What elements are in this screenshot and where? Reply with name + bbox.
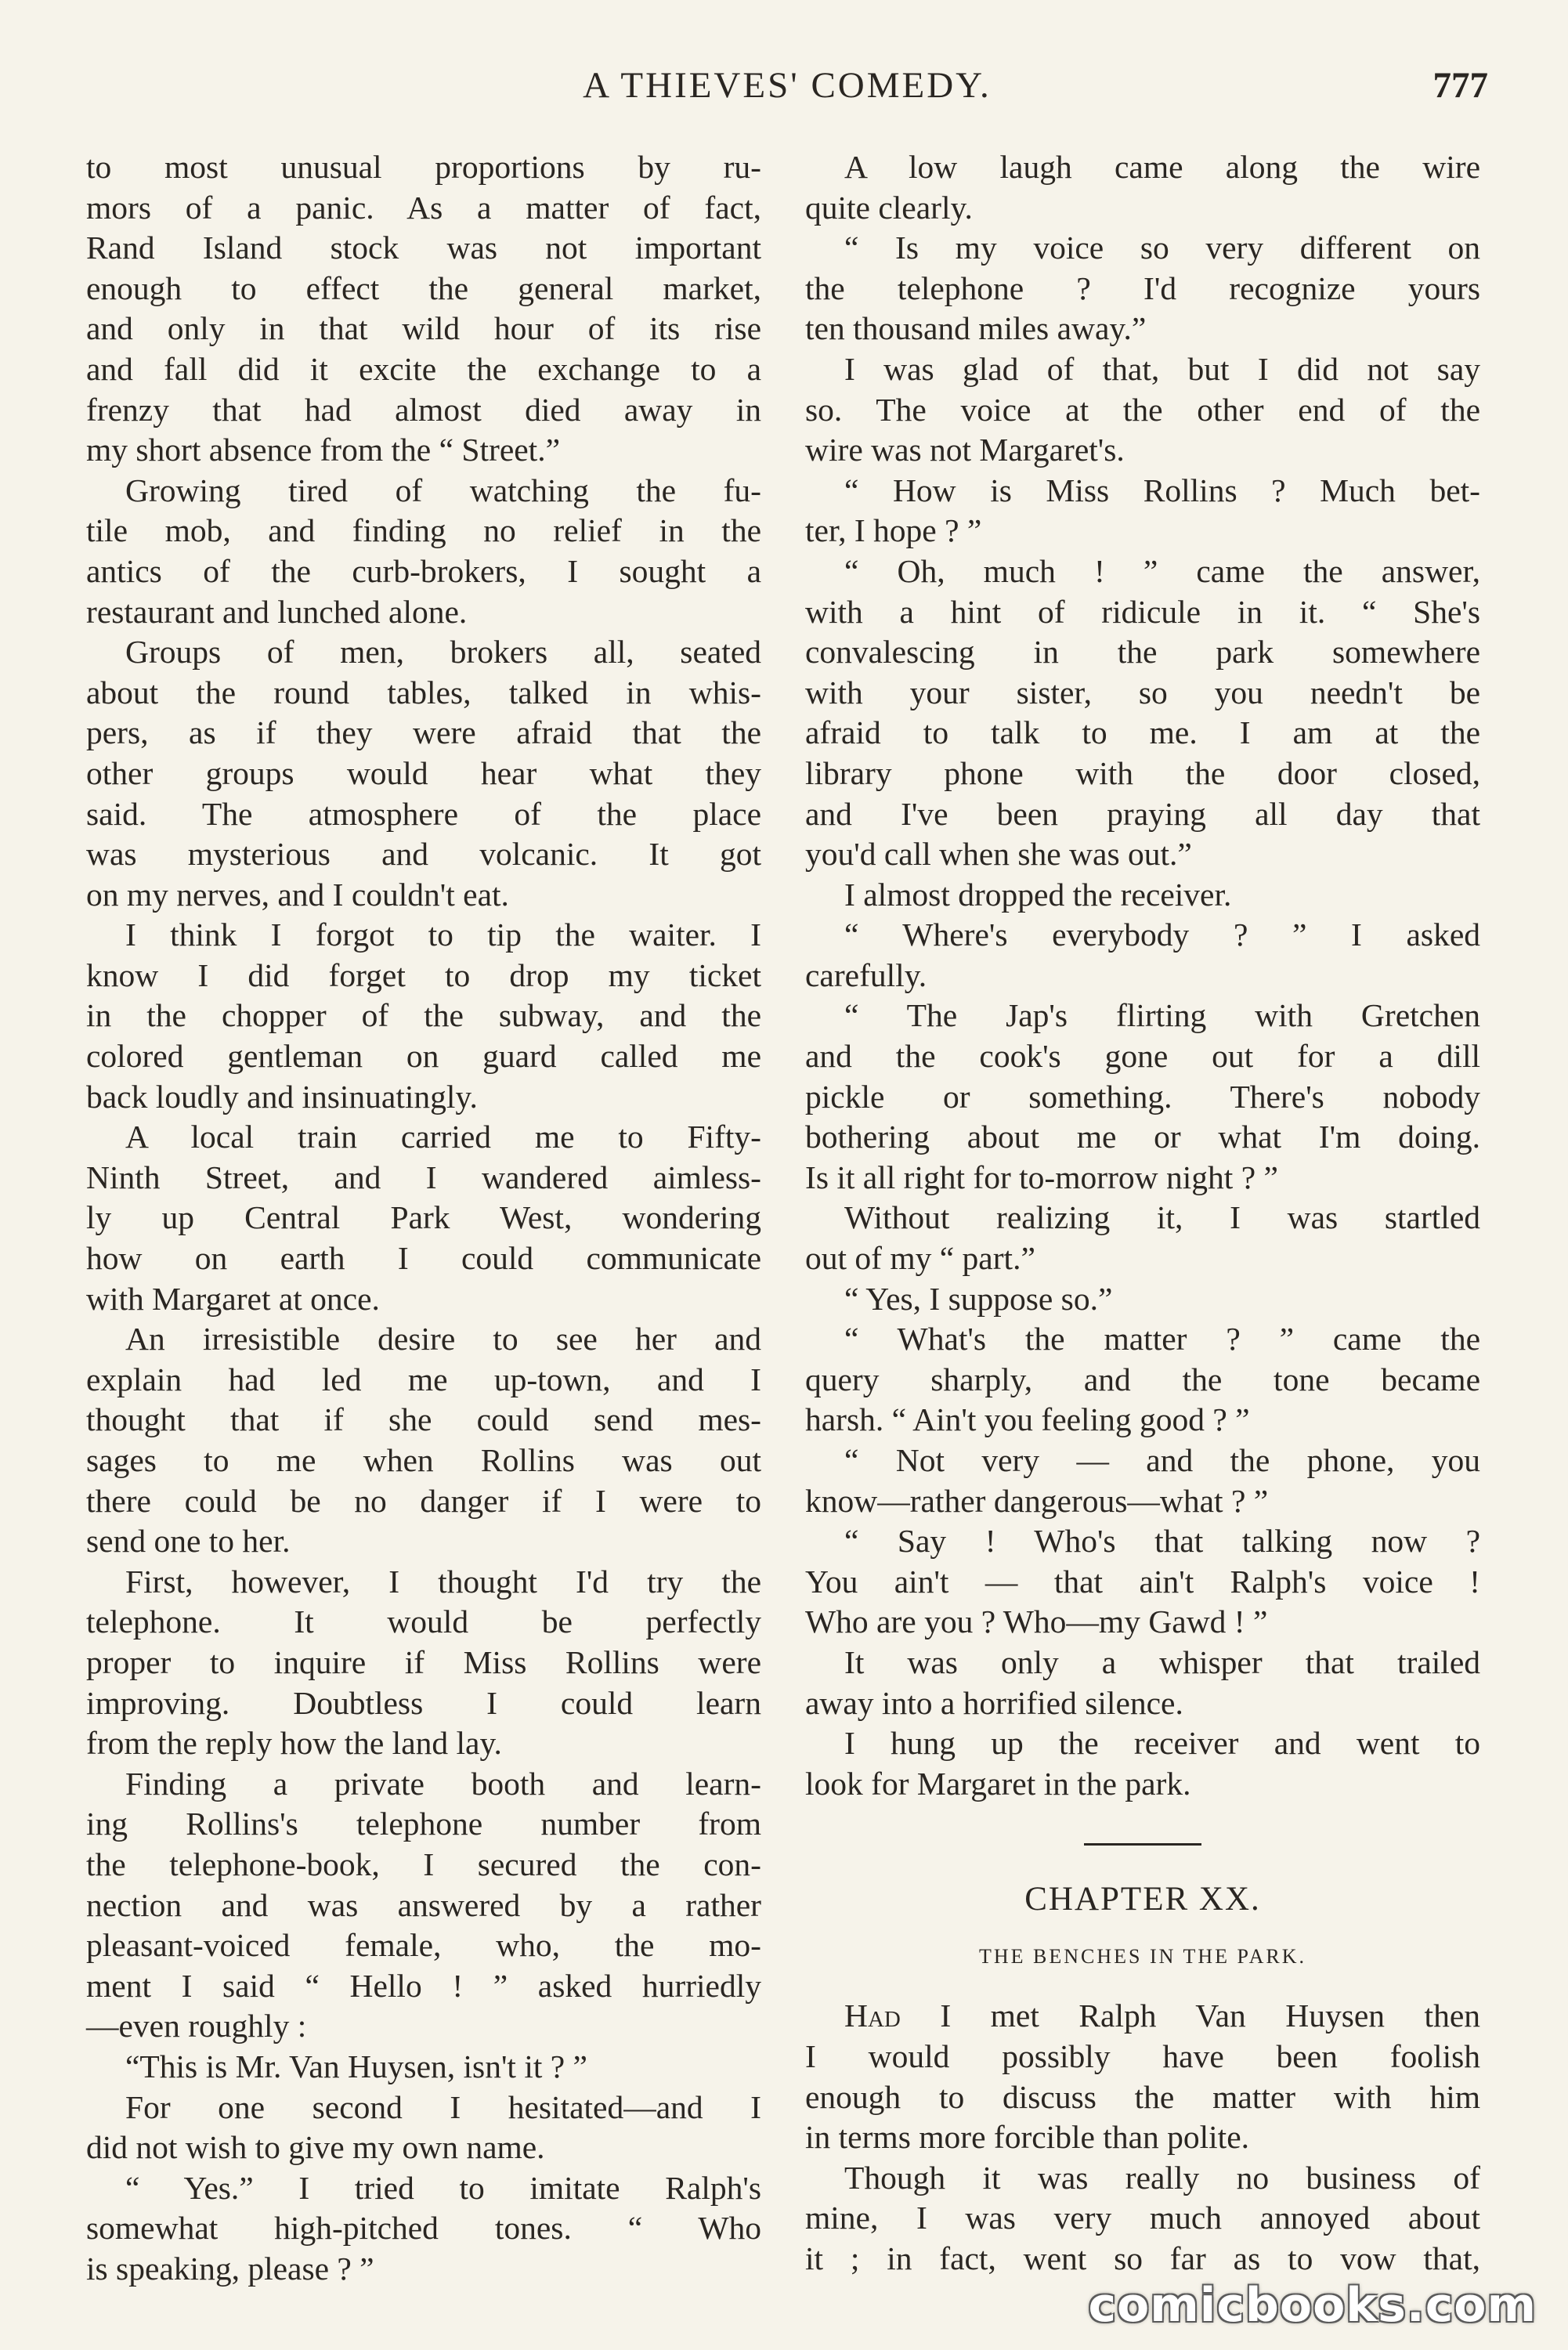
text-line: other groups would hear what they: [86, 754, 761, 791]
text-line: send one to her.: [86, 1523, 291, 1560]
text-line: colored gentleman on guard called me: [86, 1038, 761, 1075]
chapter-subtitle: THE BENCHES IN THE PARK.: [979, 1945, 1306, 1969]
text-line: First, however, I thought I'd try the: [125, 1563, 761, 1600]
text-line: Who are you ? Who—my Gawd ! ”: [805, 1603, 1268, 1640]
text-line: know—rather dangerous—what ? ”: [805, 1482, 1269, 1519]
text-line: pers, as if they were afraid that the: [86, 714, 761, 751]
watermark: comicbooks.com: [1088, 2278, 1537, 2333]
text-line: did not wish to give my own name.: [86, 2129, 545, 2166]
text-line: you'd call when she was out.”: [805, 836, 1192, 873]
text-line: ter, I hope ? ”: [805, 512, 982, 549]
text-line: “ The Jap's flirting with Gretchen: [844, 997, 1480, 1034]
text-line: so. The voice at the other end of the: [805, 391, 1480, 428]
text-line: antics of the curb-brokers, I sought a: [86, 552, 761, 589]
text-line: “ Say ! Who's that talking now ?: [844, 1523, 1480, 1560]
text-line: “ Is my voice so very different on: [844, 230, 1480, 266]
left-text-column: [86, 147, 761, 2289]
text-line: Growing tired of watching the fu-: [125, 472, 761, 508]
text-line: Though it was really no business of: [844, 2159, 1480, 2196]
text-line: I almost dropped the receiver.: [844, 876, 1232, 913]
text-line: in terms more forcible than polite.: [805, 2119, 1249, 2156]
text-line: proper to inquire if Miss Rollins were: [86, 1643, 761, 1680]
text-line: afraid to talk to me. I am at the: [805, 714, 1480, 751]
text-line: “ What's the matter ? ” came the: [844, 1321, 1480, 1358]
text-line: Finding a private booth and learn-: [125, 1765, 761, 1802]
text-line: how on earth I could communicate: [86, 1240, 761, 1277]
right-text-column: [805, 147, 1480, 2280]
text-line: my short absence from the “ Street.”: [86, 432, 560, 468]
text-line: Groups of men, brokers all, seated: [125, 634, 761, 671]
text-line: to most unusual proportions by ru-: [86, 149, 761, 185]
text-line: Had I met Ralph Van Huysen then: [844, 1998, 1480, 2034]
text-line: restaurant and lunched alone.: [86, 593, 468, 630]
text-line: ly up Central Park West, wondering: [86, 1199, 761, 1236]
text-line: the telephone ? I'd recognize yours: [805, 269, 1480, 306]
text-line: enough to effect the general market,: [86, 269, 761, 306]
text-line: there could be no danger if I were to: [86, 1482, 761, 1519]
text-line: pleasant-voiced female, who, the mo-: [86, 1927, 761, 1964]
text-line: I think I forgot to tip the waiter. I: [125, 916, 761, 953]
text-line: An irresistible desire to see her and: [125, 1321, 761, 1358]
text-line: convalescing in the park somewhere: [805, 634, 1480, 671]
text-line: mine, I was very much annoyed about: [805, 2200, 1480, 2236]
text-line: said. The atmosphere of the place: [86, 795, 761, 832]
text-line: “ Yes, I suppose so.”: [844, 1280, 1113, 1317]
text-line: and only in that wild hour of its rise: [86, 310, 761, 347]
text-line: harsh. “ Ain't you feeling good ? ”: [805, 1401, 1250, 1438]
text-line: “This is Mr. Van Huysen, isn't it ? ”: [125, 2048, 587, 2084]
text-line: A local train carried me to Fifty-: [125, 1119, 761, 1155]
text-line: enough to discuss the matter with him: [805, 2078, 1480, 2115]
text-line: look for Margaret in the park.: [805, 1765, 1191, 1802]
text-line: You ain't — that ain't Ralph's voice !: [805, 1563, 1480, 1600]
text-line: somewhat high-pitched tones. “ Who: [86, 2210, 761, 2247]
text-line: query sharply, and the tone became: [805, 1361, 1480, 1397]
text-line: I would possibly have been foolish: [805, 2037, 1480, 2074]
text-line: with a hint of ridicule in it. “ She's: [805, 593, 1480, 630]
text-line: from the reply how the land lay.: [86, 1725, 502, 1762]
text-line: library phone with the door closed,: [805, 754, 1480, 791]
text-line: ten thousand miles away.”: [805, 310, 1147, 347]
text-line: away into a horrified silence.: [805, 1684, 1183, 1721]
chapter-title: CHAPTER XX.: [1024, 1881, 1261, 1918]
text-line: I hung up the receiver and went to: [844, 1725, 1480, 1762]
running-title: A THIEVES' COMEDY.: [583, 65, 992, 106]
text-line: —even roughly :: [86, 2008, 307, 2044]
text-line: and I've been praying all day that: [805, 795, 1480, 832]
chapter-divider-rule: [1084, 1843, 1201, 1846]
text-line: was mysterious and volcanic. It got: [86, 836, 761, 873]
text-line: about the round tables, talked in whis-: [86, 674, 761, 710]
text-line: “ Where's everybody ? ” I asked: [844, 916, 1480, 953]
text-line: Without realizing it, I was startled: [844, 1199, 1480, 1236]
text-line: It was only a whisper that trailed: [844, 1643, 1480, 1680]
right-column-text-top: [805, 147, 1480, 1804]
text-line: back loudly and insinuatingly.: [86, 1078, 478, 1115]
text-line: Ninth Street, and I wandered aimless-: [86, 1159, 761, 1195]
text-line: telephone. It would be perfectly: [86, 1603, 761, 1640]
text-line: with your sister, so you needn't be: [805, 674, 1480, 710]
text-line: “ Yes.” I tried to imitate Ralph's: [125, 2169, 761, 2206]
text-line: with Margaret at once.: [86, 1280, 380, 1317]
text-line: mors of a panic. As a matter of fact,: [86, 189, 761, 226]
text-line: “ Oh, much ! ” came the answer,: [844, 552, 1480, 589]
text-line: ing Rollins's telephone number from: [86, 1806, 761, 1842]
text-line: know I did forget to drop my ticket: [86, 956, 761, 993]
text-line: Rand Island stock was not important: [86, 230, 761, 266]
page-number: 777: [1433, 65, 1488, 106]
right-column-text-bottom: [805, 1996, 1480, 2279]
text-line: wire was not Margaret's.: [805, 432, 1125, 468]
text-line: tile mob, and finding no relief in the: [86, 512, 761, 549]
text-line: explain had led me up-town, and I: [86, 1361, 761, 1397]
text-line: carefully.: [805, 956, 927, 993]
page-header: [86, 64, 1488, 111]
text-line: in the chopper of the subway, and the: [86, 997, 761, 1034]
text-line: frenzy that had almost died away in: [86, 391, 761, 428]
text-line: bothering about me or what I'm doing.: [805, 1119, 1480, 1155]
text-line: Is it all right for to-morrow night ? ”: [805, 1159, 1278, 1195]
text-line: nection and was answered by a rather: [86, 1886, 761, 1923]
text-line: out of my “ part.”: [805, 1240, 1035, 1277]
text-line: ment I said “ Hello ! ” asked hurriedly: [86, 1967, 761, 2004]
text-line: pickle or something. There's nobody: [805, 1078, 1480, 1115]
text-line: quite clearly.: [805, 189, 973, 226]
text-line: improving. Doubtless I could learn: [86, 1684, 761, 1721]
text-line: the telephone-book, I secured the con-: [86, 1846, 761, 1882]
text-line: I was glad of that, but I did not say: [844, 350, 1480, 387]
text-line: “ Not very — and the phone, you: [844, 1442, 1480, 1478]
text-line: For one second I hesitated—and I: [125, 2088, 761, 2125]
text-line: sages to me when Rollins was out: [86, 1442, 761, 1478]
text-line: A low laugh came along the wire: [844, 149, 1480, 185]
text-line: is speaking, please ? ”: [86, 2250, 374, 2287]
text-line: thought that if she could send mes-: [86, 1401, 761, 1438]
text-line: on my nerves, and I couldn't eat.: [86, 876, 509, 913]
text-line: it ; in fact, went so far as to vow that,: [805, 2240, 1480, 2276]
text-line: and fall did it excite the exchange to a: [86, 350, 761, 387]
text-line: and the cook's gone out for a dill: [805, 1038, 1480, 1075]
text-line: “ How is Miss Rollins ? Much bet-: [844, 472, 1480, 508]
